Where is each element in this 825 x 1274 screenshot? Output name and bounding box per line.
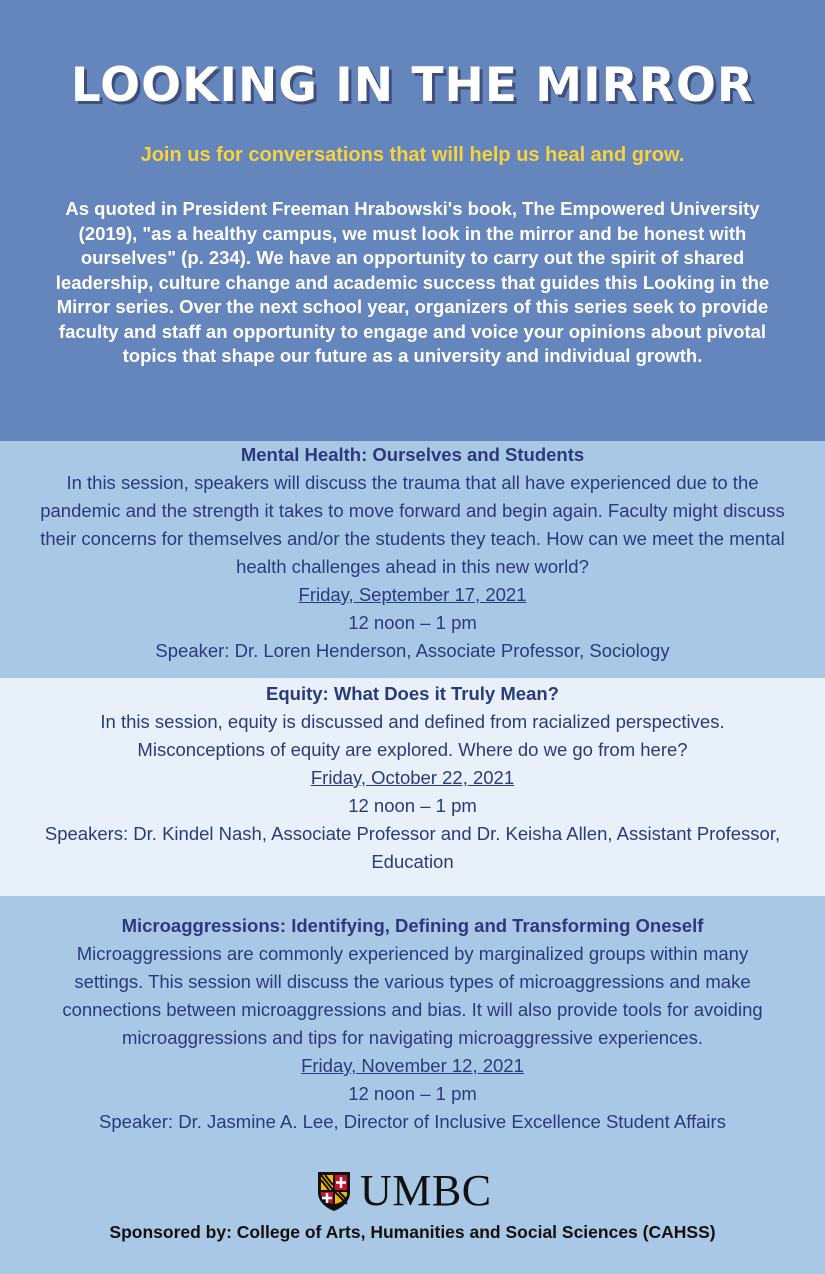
session-description: In this session, speakers will discuss the trauma that all have experienced due to the pandemic and the strength it takes to move forward and begin again. Faculty might discuss their concerns for themselves and/or the students they teach. How can we meet the mental health challenges ahead in this new world? bbox=[40, 472, 785, 577]
session-title: Mental Health: Ourselves and Students bbox=[240, 444, 585, 465]
session-speaker: Speakers: Dr. Kindel Nash, Associate Professor and Dr. Keisha Allen, Assistant Professor, Education bbox=[44, 823, 781, 872]
umbc-shield-icon bbox=[316, 1170, 352, 1212]
session-time: 12 noon – 1 pm bbox=[348, 1083, 477, 1104]
session-time: 12 noon – 1 pm bbox=[348, 612, 477, 633]
session-date: Friday, November 12, 2021 bbox=[301, 1055, 524, 1076]
umbc-logo bbox=[316, 1166, 492, 1215]
session-description: In this session, equity is discussed and defined from racialized perspectives. Misconceptions of equity are explored. Where do we go from here? bbox=[100, 711, 725, 760]
header-banner bbox=[0, 0, 825, 441]
session-title: Equity: What Does it Truly Mean? bbox=[266, 683, 559, 704]
session-time: 12 noon – 1 pm bbox=[348, 795, 477, 816]
intro-paragraph: As quoted in President Freeman Hrabowski's book, The Empowered University (2019), "as a healthy campus, we must look in the mirror and be honest with ourselves" (p. 234). We have an opportunity to carry out the spirit of shared leadership, culture change and academic success that guides this Looking in the Mirror series. Over the next school year, organizers of this series seek to provide faculty and staff an opportunity to engage and voice your opinions about pivotal topics that shape our future as a university and individual growth. bbox=[55, 198, 770, 366]
session-speaker: Speaker: Dr. Jasmine A. Lee, Director of Inclusive Excellence Student Affairs bbox=[99, 1111, 726, 1132]
sponsor-line: Sponsored by: College of Arts, Humanities and Social Sciences (CAHSS) bbox=[109, 1222, 716, 1242]
session-title: Microaggressions: Identifying, Defining and Transforming Oneself bbox=[121, 915, 704, 936]
session-date: Friday, September 17, 2021 bbox=[298, 584, 527, 605]
session-mental-health bbox=[0, 441, 825, 678]
session-date: Friday, October 22, 2021 bbox=[310, 767, 515, 788]
session-equity bbox=[0, 678, 825, 896]
tagline: Join us for conversations that will help us heal and grow. bbox=[140, 144, 685, 166]
session-microaggressions bbox=[0, 896, 825, 1274]
session-speaker: Speaker: Dr. Loren Henderson, Associate Professor, Sociology bbox=[155, 640, 670, 661]
page-title: LOOKING IN THE MIRROR bbox=[70, 58, 755, 113]
logo-wordmark: UMBC bbox=[360, 1166, 492, 1215]
session-description: Microaggressions are commonly experienced by marginalized groups within many settings. This session will discuss the various types of microaggressions and make connections between microaggressions and bias. It will also provide tools for avoiding microaggressions and tips for navigating microaggressive experiences. bbox=[62, 943, 763, 1048]
